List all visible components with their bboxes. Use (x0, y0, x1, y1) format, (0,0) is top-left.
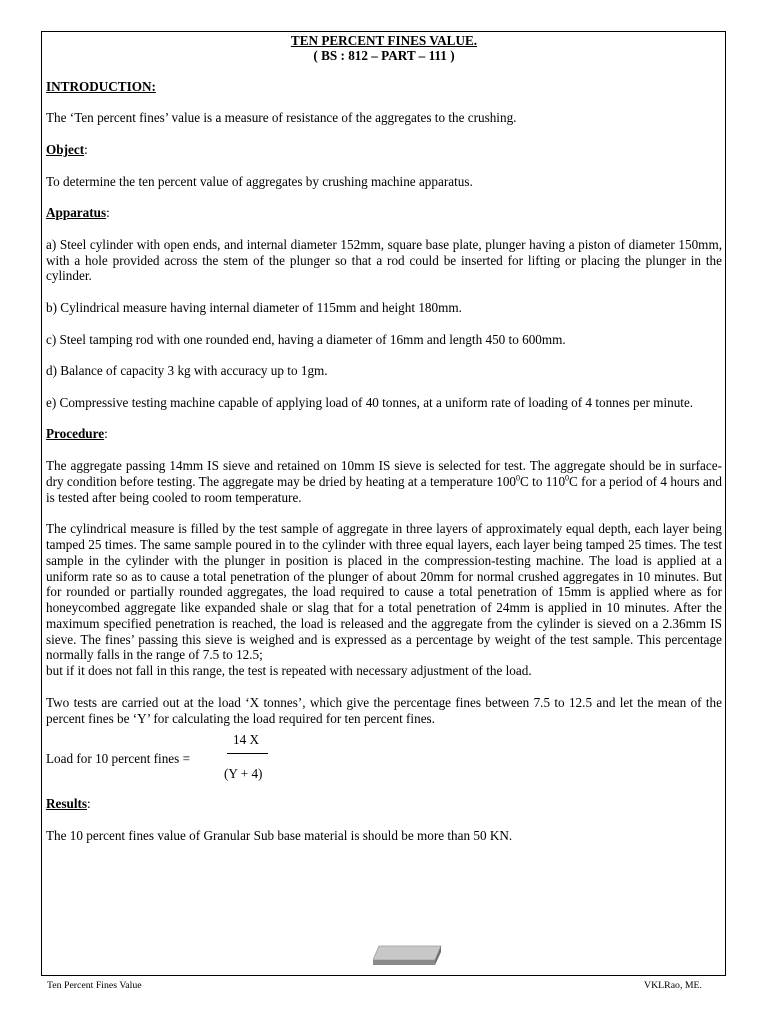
apparatus-item: d) Balance of capacity 3 kg with accuracy up to 1gm. (46, 363, 328, 379)
results-heading-line: Results: (46, 796, 91, 812)
fraction-bar (227, 753, 268, 754)
footer-author: VKLRao, ME. (644, 980, 702, 991)
results-heading: Results (46, 796, 88, 812)
object-heading: Object (46, 141, 85, 157)
procedure-heading-line: Procedure: (46, 426, 108, 442)
object-text: To determine the ten percent value of aggregates by crushing machine apparatus. (46, 173, 473, 189)
formula-label: Load for 10 percent fines = (46, 751, 191, 767)
introduction-heading: INTRODUCTION: (46, 78, 156, 94)
formula-denominator: (Y + 4) (224, 766, 263, 782)
apparatus-item: e) Compressive testing machine capable of applying load of 40 tonnes, at a uniform rate of loading of 4 tonnes per minute. (46, 394, 694, 410)
procedure-paragraph: Two tests are carried out at the load ‘X tonnes’, which give the percentage fines between 7.5 to 12.5 and let the mean of the percent fines be ‘Y’ for calculating the load required for ten percent fines. (46, 694, 722, 726)
object-heading-line: Object: (46, 141, 88, 157)
formula-numerator: 14 X (233, 732, 260, 748)
procedure-paragraph: The aggregate passing 14mm IS sieve and retained on 10mm IS sieve is selected for test. The aggregate should be in surface-dry condition before testing. The aggregate may be dried by heating at a temperature $100^0C$ to $110^0C$ for a period of 4 hours and is tested after being cooled to room temperature. (46, 457, 722, 505)
apparatus-item: a) Steel cylinder with open ends, and internal diameter 152mm, square base plate, plunger having a piston of diameter 150mm, with a hole provided across the stem of the plunger so that a rod could be inserted for lifting or placing the plunger in the cylinder. (46, 236, 722, 284)
procedure-paragraph: The cylindrical measure is filled by the test sample of aggregate in three layers of approximately equal depth, each layer being tamped 25 times. The same sample poured in to the cylinder with three equal layers, each layer being tamped 25 times. The test sample in the cylinder with the plunger in position is placed in the compression-testing machine. The load is applied at a uniform rate so as to cause a total penetration of the plunger of about 20mm for normal crushed aggregates in 10 minutes. But for rounded or partially rounded aggregates, the load required to cause a total penetration of 15mm is applied where as for honeycombed aggregate like expanded shale or slag that for a total penetration of 24mm is applied in 10 minutes. After the maximum specified penetration is reached, the load is released and the aggregate from the cylinder is sieved on a 2.36mm IS sieve. The fines’ passing this sieve is weighed and is expressed as a percentage by weight of the test sample. This percentage normally falls in the range of 7.5 to 12.5; (46, 521, 722, 663)
apparatus-heading: Apparatus (46, 205, 107, 221)
decorative-slab-logo (373, 944, 443, 966)
document-body (46, 33, 722, 844)
apparatus-heading-line: Apparatus: (46, 205, 110, 221)
apparatus-item: b) Cylindrical measure having internal diameter of 115mm and height 180mm. (46, 299, 462, 315)
document-title (46, 33, 722, 63)
procedure-paragraph-tail: but if it does not fall in this range, the test is repeated with necessary adjustment of the load. (46, 663, 532, 679)
footer-title: Ten Percent Fines Value (47, 980, 142, 991)
title-main: TEN PERCENT FINES VALUE. (290, 33, 478, 48)
results-text: The 10 percent fines value of Granular Sub base material is should be more than 50 KN. (46, 828, 513, 844)
introduction-text: The ‘Ten percent fines’ value is a measure of resistance of the aggregates to the crushing. (46, 110, 517, 126)
procedure-heading: Procedure (46, 426, 105, 442)
apparatus-item: c) Steel tamping rod with one rounded end, having a diameter of 16mm and length 450 to 600mm. (46, 331, 566, 347)
load-formula (46, 728, 722, 790)
title-standard: ( BS : 812 – PART – 111 ) (313, 48, 455, 63)
